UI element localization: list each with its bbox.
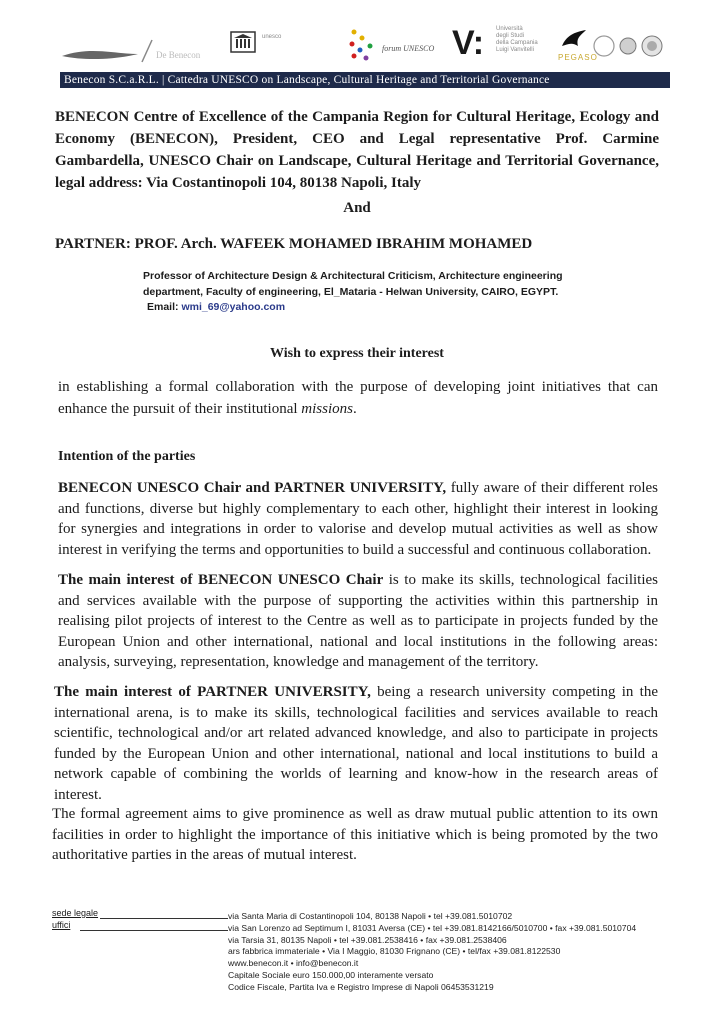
footer-address-block bbox=[228, 911, 636, 994]
interest-paragraph-end: . bbox=[352, 401, 357, 417]
footer-line: www.benecon.it • info@benecon.it bbox=[228, 958, 359, 969]
partner-affiliation: Professor of Architecture Design & Architectural Criticism, Architecture engineering department, Faculty of engineering, El_Mataria - Helwan University, CAIRO, EGYPT. bbox=[143, 270, 563, 298]
unesco-caption: unesco bbox=[262, 34, 282, 40]
p3-lead: The main interest of PARTNER UNIVERSITY, bbox=[54, 684, 371, 700]
forum-unesco-text: forum UNESCO bbox=[382, 44, 435, 53]
header-banner: Benecon S.C.a.R.L. | Cattedra UNESCO on Landscape, Cultural Heritage and Territorial Governance bbox=[60, 72, 670, 88]
intention-paragraph-3 bbox=[54, 682, 658, 805]
interest-missions-word: missions bbox=[301, 401, 353, 417]
intention-paragraph-1 bbox=[58, 478, 658, 560]
footer-divider-2 bbox=[80, 930, 228, 931]
footer-line: via Santa Maria di Costantinopoli 104, 80138 Napoli • tel +39.081.5010702 bbox=[228, 911, 513, 921]
p2-lead: The main interest of BENECON UNESCO Chair bbox=[58, 572, 384, 588]
interest-heading: Wish to express their interest bbox=[270, 346, 444, 361]
email-label: Email: bbox=[147, 301, 182, 313]
footer-divider-1 bbox=[100, 918, 228, 919]
forum-unesco-dots-logo bbox=[344, 26, 380, 66]
footer-line: via San Lorenzo ad Septimum I, 81031 Aversa (CE) • tel +39.081.8142166/5010700 • fax +39.081.5010704 bbox=[228, 922, 637, 933]
partner-heading: PARTNER: PROF. Arch. WAFEEK MOHAMED IBRAHIM MOHAMED bbox=[55, 236, 533, 252]
p1-lead: BENECON UNESCO Chair and PARTNER UNIVERSITY, bbox=[58, 480, 447, 496]
circular-seal-logos bbox=[592, 34, 672, 60]
unesco-temple-logo bbox=[230, 30, 256, 54]
interest-paragraph bbox=[58, 376, 658, 420]
logo-strip bbox=[60, 22, 670, 70]
intention-paragraph-2 bbox=[58, 570, 658, 673]
email-link[interactable]: wmi_69@yahoo.com bbox=[181, 301, 286, 313]
interest-paragraph-text: in establishing a formal collaboration with the purpose of developing joint initiatives that can enhance the pursuit of their institutional bbox=[58, 379, 658, 417]
footer-line: Codice Fiscale, Partita Iva e Registro Imprese di Napoli 06453531219 bbox=[228, 981, 494, 992]
p3-body: being a research university competing in the international arena, is to make its skills, technological facilities and services available to reach scientific, technological and/or art related advanced knowledge, and also to participate in projects funded by the European Union and other international, national and local institutions to build a network capable of combining the worlds of learning and know-how in the research areas of interest. bbox=[54, 684, 659, 803]
p1-body: fully aware of their different roles and functions, diverse but highly complementary to each other, highlight their interest in looking for synergies and integrations in order to valorise and develop mutual activities as well as show interest in verifying the terms and opportunities to build a successful and continuous collaboration. bbox=[58, 480, 659, 558]
p2-body: is to make its skills, technological facilities and services available with the purpose of supporting the activities within this partnership in realising pilot projects of interest to the Centre as well as to participate in projects funded by the European Union and other international, national and local institutions in the following areas: analysis, surveying, representation, knowledge and management of the territory. bbox=[58, 572, 658, 670]
svg-text:De Benecon: De Benecon bbox=[156, 50, 201, 60]
intention-heading: Intention of the parties bbox=[58, 449, 196, 464]
university-text: Università degli Studi della Campania Luigi Vanvitelli bbox=[496, 26, 538, 53]
intention-paragraph-4: The formal agreement aims to give prominence as well as draw mutual public attention to its own facilities in order to highlight the importance of this initiative which is being promoted by the two authoritative parties in the areas of mutual interest. bbox=[52, 806, 658, 863]
partner-email bbox=[147, 300, 285, 314]
and-connector: And bbox=[343, 200, 371, 216]
pegaso-horse-logo bbox=[560, 28, 588, 50]
pegaso-text: PEGASO bbox=[558, 53, 598, 62]
footer-label-sede: sede legale bbox=[52, 908, 99, 918]
university-v-mark: V: bbox=[452, 24, 485, 62]
benecon-swoosh-logo bbox=[60, 32, 210, 64]
footer-line: via Tarsia 31, 80135 Napoli • tel +39.081.2538416 • fax +39.081.2538406 bbox=[228, 934, 507, 945]
footer-label-uffici: uffici bbox=[52, 920, 71, 930]
footer-line: Capitale Sociale euro 150.000,00 interamente versato bbox=[228, 969, 434, 980]
intro-paragraph: BENECON Centre of Excellence of the Campania Region for Cultural Heritage, Ecology and Economy (BENECON), President, CEO and Legal representative Prof. Carmine Gambardella, UNESCO Chair on Landscape, Cultural Heritage and Territorial Governance, legal address: Via Costantinopoli 104, 80138 Napoli, Italy bbox=[55, 109, 659, 191]
footer-line: ars fabbrica immateriale • Via I Maggio, 81030 Frignano (CE) • tel/fax +39.081.8122530 bbox=[228, 946, 561, 957]
